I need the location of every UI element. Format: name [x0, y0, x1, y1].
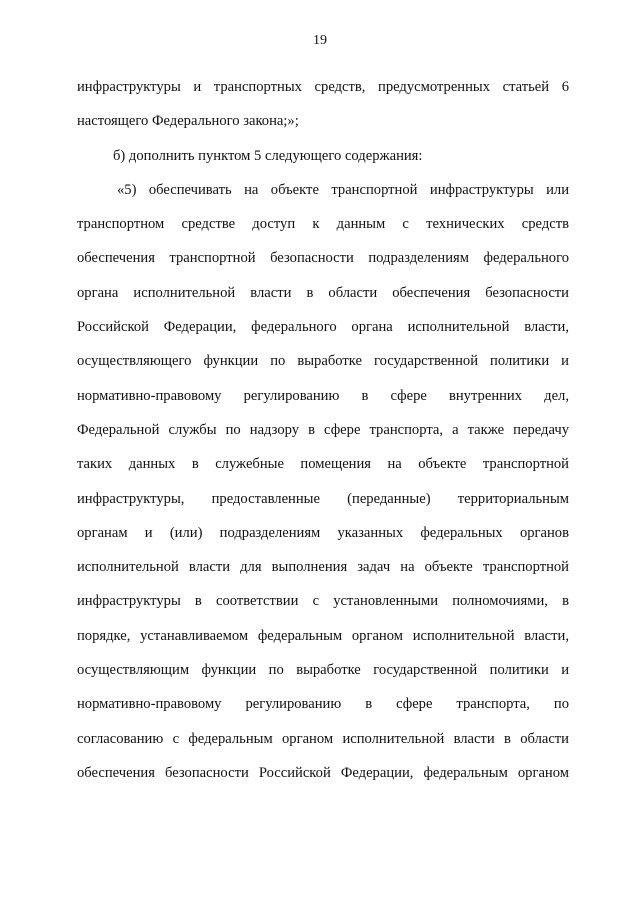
text-line: исполнительной власти для выполнения задач на объекте транспортной	[77, 559, 569, 576]
text-line: б) дополнить пунктом 5 следующего содержания:	[113, 147, 423, 164]
text-line: обеспечения безопасности Российской Федерации, федеральным органом	[77, 764, 569, 781]
text-line: согласованию с федеральным органом исполнительной власти в области	[77, 730, 569, 747]
text-line: инфраструктуры, предоставленные (переданные) территориальным	[77, 490, 569, 507]
text-line: нормативно-правовому регулированию в сфере транспорта, по	[77, 696, 569, 713]
text-line: Федеральной службы по надзору в сфере транспорта, а также передачу	[77, 421, 569, 438]
text-line: осуществляющего функции по выработке государственной политики и	[77, 353, 569, 370]
text-line: инфраструктуры в соответствии с установленными полномочиями, в	[77, 593, 569, 610]
text-line: органа исполнительной власти в области обеспечения безопасности	[77, 284, 569, 301]
text-line: Российской Федерации, федерального органа исполнительной власти,	[77, 319, 569, 336]
text-line: инфраструктуры и транспортных средств, предусмотренных статьей 6	[77, 79, 569, 95]
text-line: обеспечения транспортной безопасности подразделениям федерального	[77, 250, 569, 267]
text-line: таких данных в служебные помещения на объекте транспортной	[77, 456, 569, 473]
text-line: органам и (или) подразделениям указанных федеральных органов	[77, 524, 569, 541]
document-body	[77, 70, 569, 790]
text-line: нормативно-правовому регулированию в сфере внутренних дел,	[77, 387, 569, 404]
page-number: 19	[313, 33, 327, 48]
text-line: транспортном средстве доступ к данным с технических средств	[77, 216, 569, 233]
text-line: порядке, устанавливаемом федеральным органом исполнительной власти,	[77, 627, 569, 644]
text-line: «5) обеспечивать на объекте транспортной инфраструктуры или	[117, 181, 569, 198]
text-line: настоящего Федерального закона;»;	[77, 113, 299, 130]
text-line: осуществляющим функции по выработке государственной политики и	[77, 662, 569, 679]
